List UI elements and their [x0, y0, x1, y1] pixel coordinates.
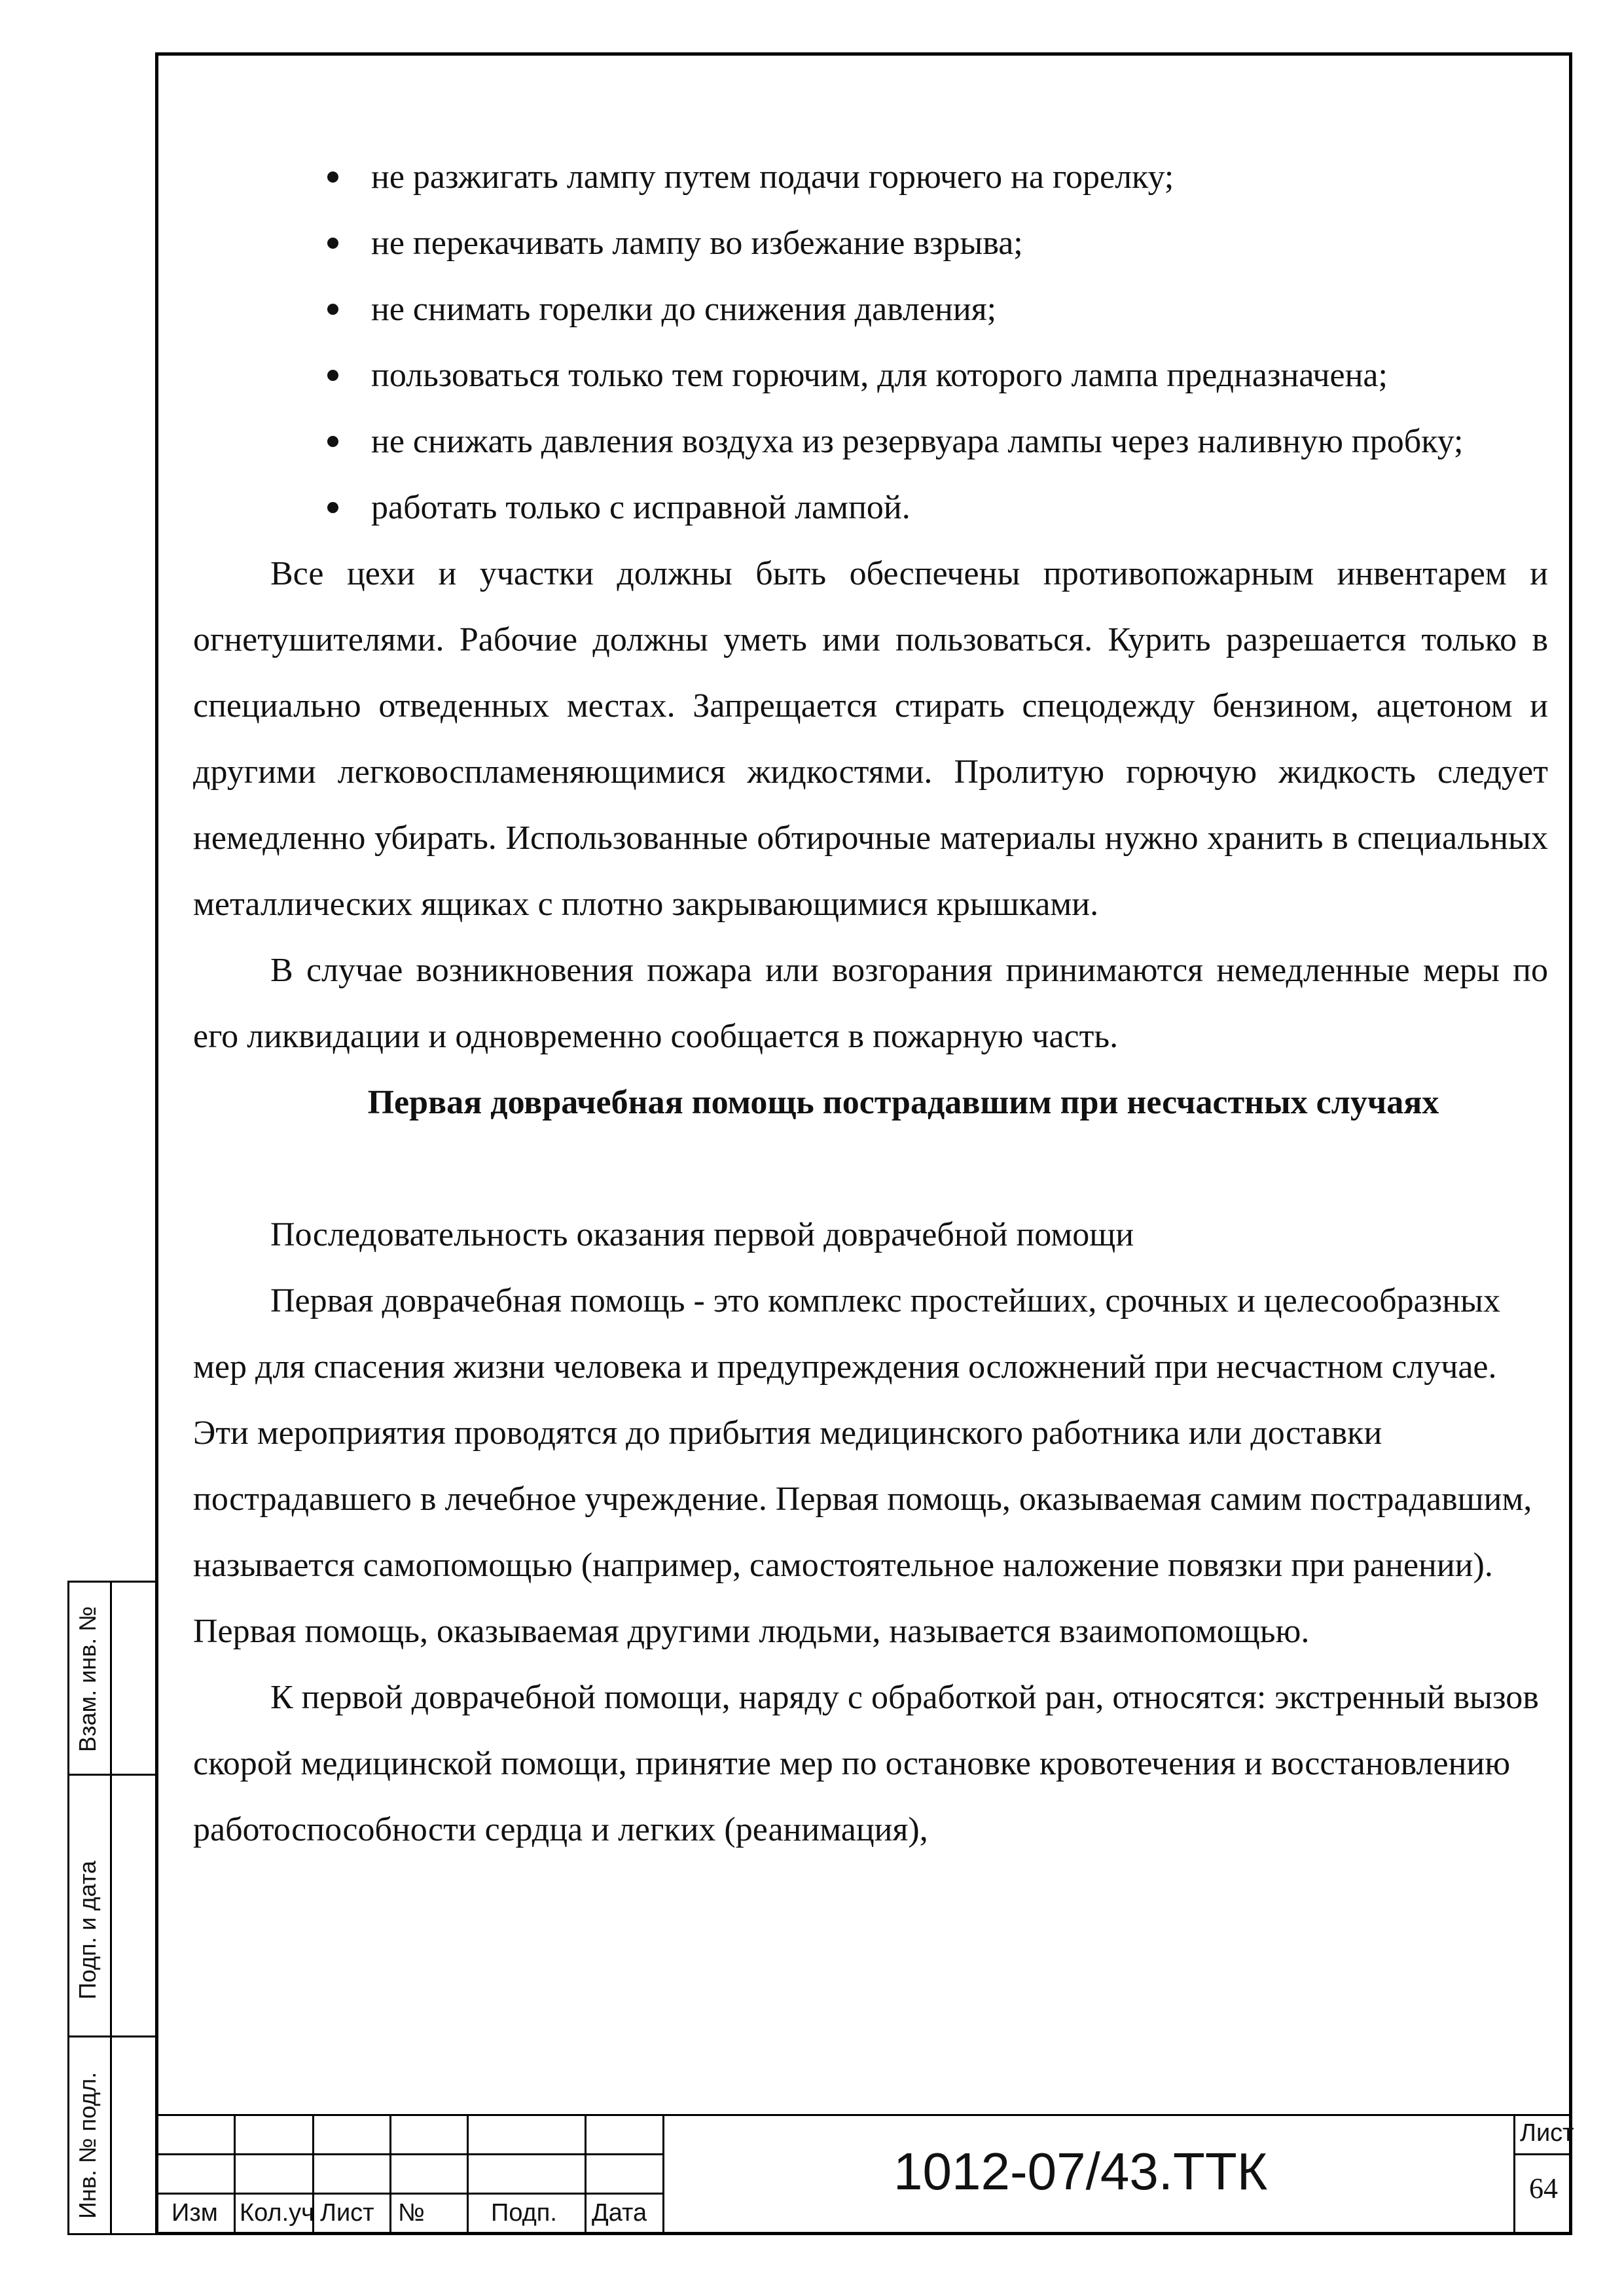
side-stamp — [67, 1581, 155, 2235]
kol-uch-label: Кол.уч — [240, 2199, 314, 2227]
vzam-inv-label: Взам. инв. № — [74, 1605, 101, 1752]
izm-label: Изм — [171, 2199, 218, 2227]
paragraph-fire-response: В случае возникновения пожара или возгорания принимаются немедленные меры по его ликвидации и одновременно сообщается в пожарную часть. — [193, 952, 1548, 1055]
document-body — [193, 144, 1548, 1863]
podp-label: Подп. — [491, 2199, 557, 2227]
sheet-label: Лист — [1520, 2119, 1574, 2147]
podp-data-label: Подп. и дата — [74, 1860, 101, 2000]
list-item: пользоваться только тем горючим, для которого лампа предназначена; — [193, 342, 1548, 408]
list-label: Лист — [320, 2199, 374, 2227]
bullet-list — [371, 144, 1548, 541]
inv-podl-label: Инв. № подл. — [74, 2072, 101, 2219]
list-item: не перекачивать лампу во избежание взрыва; — [193, 210, 1548, 276]
paragraph-first-aid-definition: Первая доврачебная помощь - это комплекс простейших, срочных и целесообразных мер для спасения жизни человека и предупреждения осложнений при несчастном случае. Эти мероприятия проводятся до прибытия медицинского работника или доставки пострадавшего в лечебное учреждение. Первая помощь, оказываемая самим пострадавшим, называется самопомощью (например, самостоятельное наложение повязки при ранении). Первая помощь, оказываемая другими людьми, называется взаимопомощью. — [193, 1282, 1532, 1650]
paragraph-first-aid-scope: К первой доврачебной помощи, наряду с обработкой ран, относятся: экстренный вызов скорой медицинской помощи, принятие мер по остановке кровотечения и восстановлению работоспособности сердца и легких (реанимация), — [193, 1679, 1539, 1848]
list-item: не снижать давления воздуха из резервуара лампы через наливную пробку; — [193, 408, 1548, 475]
list-item: не снимать горелки до снижения давления; — [193, 276, 1548, 342]
section-heading: Первая доврачебная помощь пострадавшим при несчастных случаях — [367, 1084, 1439, 1121]
list-item: не разжигать лампу путем подачи горючего на горелку; — [193, 144, 1548, 210]
data-label: Дата — [592, 2199, 647, 2227]
list-item: работать только с исправной лампой. — [193, 475, 1548, 541]
document-code: 1012-07/43.ТТК — [893, 2142, 1268, 2200]
paragraph-fire-safety: Все цехи и участки должны быть обеспечены противопожарным инвентарем и огнетушителями. Рабочие должны уметь ими пользоваться. Курить разрешается только в специально отведенных местах. Запрещается стирать спецодежду бензином, ацетоном и другими легковоспламеняющимися жидкостями. Пролитую горючую жидкость следует немедленно убирать. Использованные обтирочные материалы нужно хранить в специальных металлических ящиках с плотно закрывающимися крышками. — [193, 555, 1548, 923]
sheet-number: 64 — [1529, 2172, 1558, 2204]
subheading: Последовательность оказания первой доврачебной помощи — [270, 1216, 1134, 1253]
number-label: № — [398, 2199, 425, 2227]
